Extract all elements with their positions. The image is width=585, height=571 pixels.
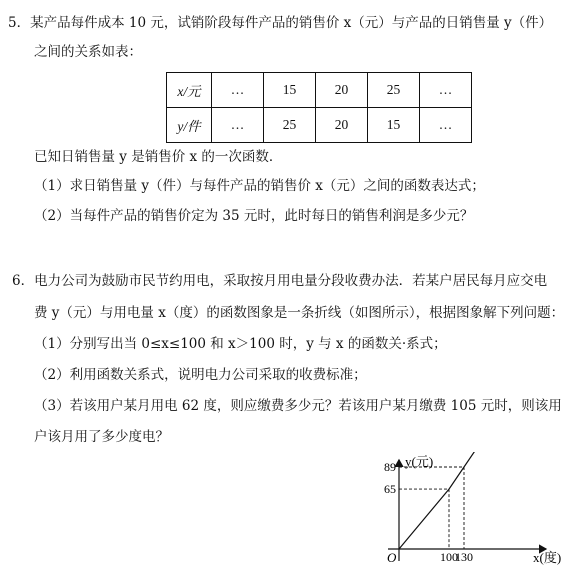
table-cell: 25 xyxy=(368,73,420,108)
function-graph xyxy=(378,452,585,571)
q6-number: 6． xyxy=(12,273,35,289)
table-header-x: x/元 xyxy=(167,73,212,108)
y-tick-label-65: 65 xyxy=(384,482,396,497)
table-cell: … xyxy=(420,73,472,108)
table-cell: 20 xyxy=(316,108,368,143)
q6-stem-1: 电力公司为鼓励市民节约用电，采取按月用电量分段收费办法．若某户居民每月应交电 xyxy=(34,273,548,289)
q5-number: 5． xyxy=(8,15,31,31)
q5-sub2: （2）当每件产品的销售价定为 35 元时，此时每日的销售利润是多少元？ xyxy=(34,208,474,224)
x-axis-label: x(度) xyxy=(533,550,562,565)
q6-line1 xyxy=(0,272,547,290)
table-cell: … xyxy=(420,108,472,143)
table-row xyxy=(167,108,472,143)
q6-sub1: （1）分别写出当 0≤x≤100 和 x＞100 时，y 与 x 的函数关·系式； xyxy=(34,336,447,352)
table-cell: 15 xyxy=(368,108,420,143)
q6-sub3: （3）若该用户某月用电 62 度，则应缴费多少元？若该用户某月缴费 105 元时，则该用 xyxy=(34,398,562,414)
q5-line2: 之间的关系如表： xyxy=(34,44,142,60)
table-cell: … xyxy=(212,108,264,143)
value-table xyxy=(166,72,472,143)
y-tick-label-89: 89 xyxy=(384,460,396,474)
table-cell: 20 xyxy=(316,73,368,108)
table-cell: … xyxy=(212,73,264,108)
x-tick-label-100: 100 xyxy=(440,550,458,564)
q6-sub2: （2）利用函数关系式，说明电力公司采取的收费标准； xyxy=(34,367,367,383)
q5-sub1: （1）求日销售量 y（件）与每件产品的销售价 x（元）之间的函数表达式； xyxy=(34,178,485,194)
table-cell: 15 xyxy=(264,73,316,108)
q5-stem-1: 某产品每件成本 10 元，试销阶段每件产品的销售价 x（元）与产品的日销售量 y（件） xyxy=(30,15,553,31)
table-cell: 25 xyxy=(264,108,316,143)
origin-label: O xyxy=(387,550,397,565)
x-tick-label-130: 130 xyxy=(455,550,473,564)
table-row xyxy=(167,73,472,108)
q6-line2: 费 y（元）与用电量 x（度）的函数图象是一条折线（如图所示），根据图象解下列问题： xyxy=(34,305,565,321)
y-axis-label: y(元) xyxy=(405,454,434,469)
q6-sub3-cont: 户该月用了多少度电？ xyxy=(34,429,169,445)
table-header-y: y/件 xyxy=(167,108,212,143)
q5-line3: 已知日销售量 y 是销售价 x 的一次函数． xyxy=(34,149,283,165)
q5-line1 xyxy=(0,14,552,32)
